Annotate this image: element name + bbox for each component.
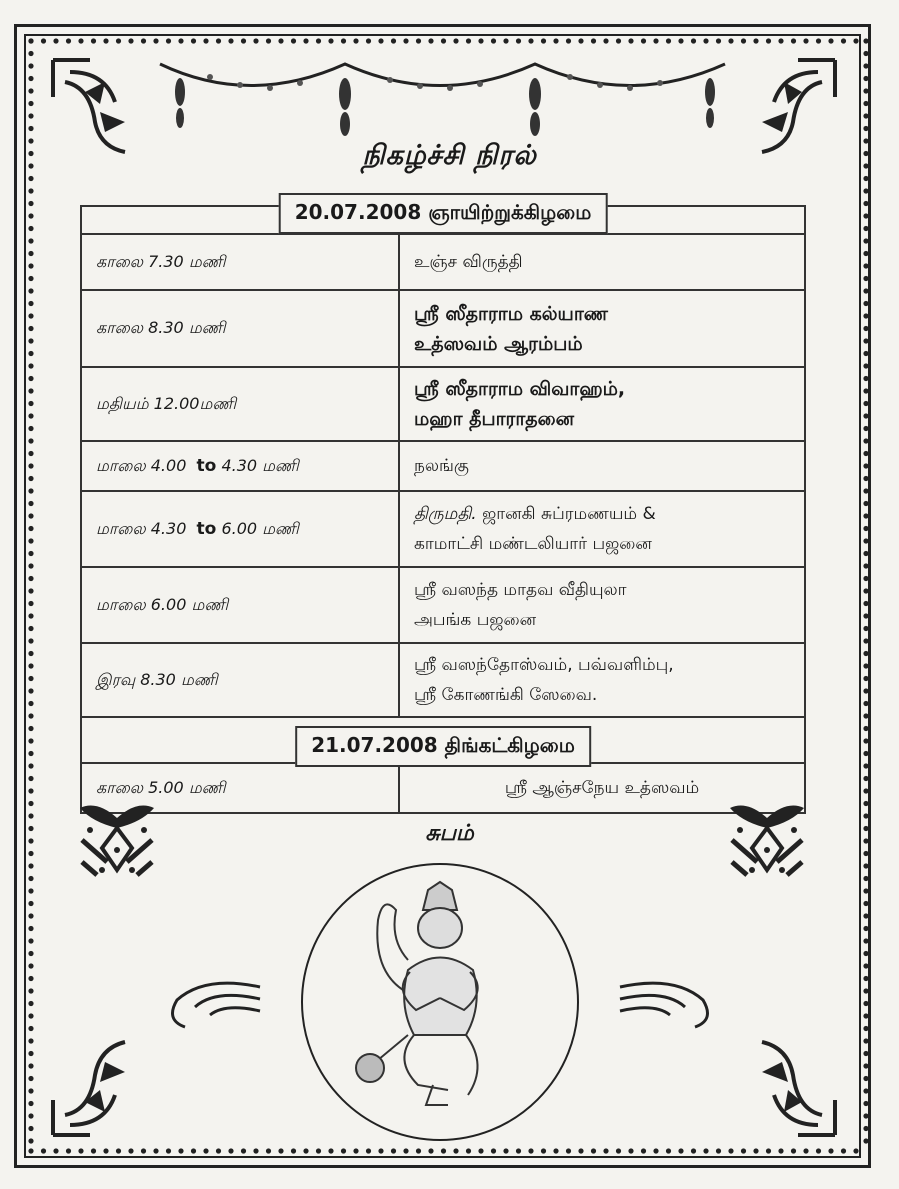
time-start: மாலை 4.00: [96, 455, 187, 475]
time-cell: இரவு 8.30 மணி: [81, 643, 399, 717]
corner-flourish-icon: [45, 1030, 135, 1145]
table-row: [81, 290, 805, 367]
event-cell: [399, 567, 805, 643]
table-row: [81, 441, 805, 491]
event-line: நலங்கு: [414, 456, 469, 476]
event-line: அபங்க பஜனை: [414, 610, 537, 630]
event-line: உஞ்ச விருத்தி: [414, 252, 523, 272]
garland-icon: [150, 52, 750, 142]
time-cell: மாலை 6.00 மணி: [81, 567, 399, 643]
time-to: to: [196, 518, 217, 539]
table-row: [81, 763, 805, 813]
time-cell: காலை 5.00 மணி: [81, 763, 399, 813]
schedule-table: [80, 200, 806, 814]
time-cell: [81, 491, 399, 567]
time-end: 6.00 மணி: [221, 518, 299, 538]
event-cell: [399, 491, 805, 567]
event-line: காமாட்சி மண்டலியார் பஜனை: [414, 534, 652, 554]
event-cell: [399, 290, 805, 367]
event-line: உத்ஸவம் ஆரம்பம்: [414, 332, 583, 355]
date-row: [81, 717, 805, 763]
time-to: to: [196, 455, 217, 476]
page-title: நிகழ்ச்சி நிரல்: [362, 140, 537, 171]
event-cell: [399, 441, 805, 491]
event-prefix: திருமதி.: [414, 504, 477, 524]
time-end: 4.30 மணி: [221, 455, 299, 475]
hanuman-emblem-icon: [298, 860, 582, 1144]
event-cell: [399, 643, 805, 717]
swirl-icon: [165, 975, 265, 1035]
time-cell: காலை 8.30 மணி: [81, 290, 399, 367]
time-cell: மதியம் 12.00மணி: [81, 367, 399, 441]
table-row: [81, 367, 805, 441]
event-cell: [399, 367, 805, 441]
event-line: ஸ்ரீ ஆஞ்சநேய உத்ஸவம்: [504, 778, 700, 798]
date-row: [81, 206, 805, 234]
table-row: [81, 567, 805, 643]
time-cell: [81, 441, 399, 491]
event-line: ஸ்ரீ வஸந்த மாதவ வீதியுலா: [414, 580, 627, 600]
event-line: ஸ்ரீ ஸீதாராம விவாஹம்,: [414, 378, 626, 400]
event-cell: [399, 234, 805, 290]
date-heading-day1: 20.07.2008 ஞாயிற்றுக்கிழமை: [279, 193, 608, 234]
table-row: [81, 234, 805, 290]
table-row: [81, 643, 805, 717]
event-line: ஸ்ரீ வஸந்தோஸ்வம், பவ்வளிம்பு,: [414, 655, 674, 675]
event-line: மஹா தீபாராதனை: [414, 408, 575, 430]
corner-flourish-icon: [750, 1030, 845, 1145]
time-start: மாலை 4.30: [96, 518, 187, 538]
event-line: ஜானகி சுப்ரமணயம் &: [482, 504, 656, 524]
date-heading-day2: 21.07.2008 திங்கட்கிழமை: [295, 726, 591, 767]
table-row: [81, 491, 805, 567]
event-line: ஸ்ரீ ஸீதாராம கல்யாண: [414, 302, 608, 325]
event-line: ஸ்ரீ கோணங்கி ஸேவை.: [414, 685, 598, 705]
time-cell: காலை 7.30 மணி: [81, 234, 399, 290]
swirl-icon: [615, 975, 715, 1035]
closing-text: சுபம்: [425, 820, 474, 846]
